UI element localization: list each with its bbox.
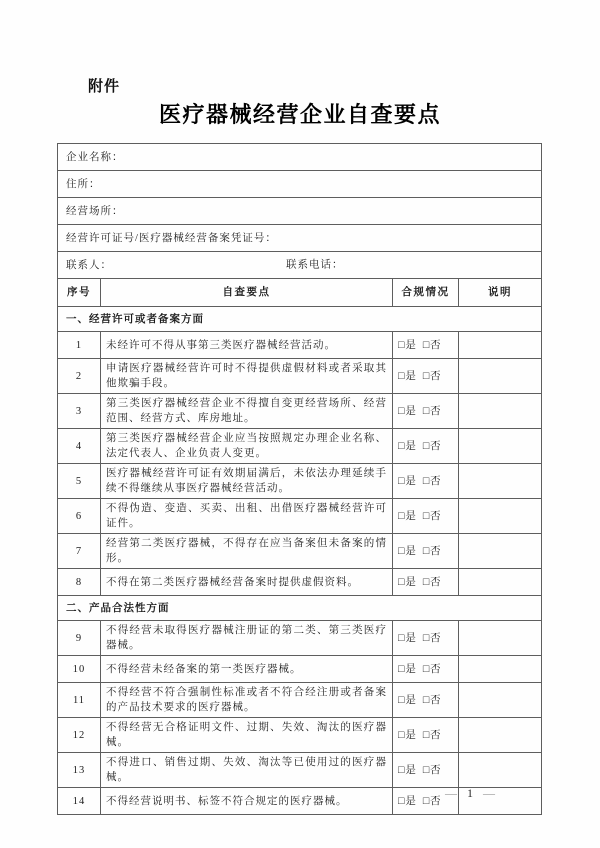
- note-cell: [459, 656, 542, 683]
- item-text-cell: 不得经营说明书、标签不符合规定的医疗器械。: [101, 788, 393, 815]
- item-number-cell: 11: [58, 683, 101, 718]
- no-checkbox-option: □否: [422, 729, 442, 741]
- info-row: [58, 225, 542, 252]
- info-secondary-label: 联系电话：: [286, 259, 344, 271]
- note-cell: [459, 394, 542, 429]
- note-cell: [459, 359, 542, 394]
- info-label-cell: [58, 171, 542, 198]
- checklist-item-row: [58, 683, 542, 718]
- item-text-cell: 第三类医疗器械经营企业应当按照规定办理企业名称、法定代表人、企业负责人变更。: [101, 429, 393, 464]
- page-number: [420, 786, 520, 801]
- item-text-cell: 不得伪造、变造、买卖、出租、出借医疗器械经营许可证件。: [101, 499, 393, 534]
- no-checkbox-option: □否: [422, 370, 442, 382]
- note-cell: [459, 753, 542, 788]
- item-text-cell: 不得经营未经备案的第一类医疗器械。: [101, 656, 393, 683]
- info-label: 企业名称：: [66, 151, 124, 163]
- item-text-cell: 未经许可不得从事第三类医疗器械经营活动。: [101, 332, 393, 359]
- column-header-0: 序号: [58, 279, 101, 307]
- no-checkbox-option: □否: [422, 795, 442, 807]
- compliance-cell: [393, 332, 459, 359]
- section-header-row: [58, 307, 542, 332]
- item-number-cell: 9: [58, 621, 101, 656]
- section-title-cell: 二、产品合法性方面: [58, 596, 542, 621]
- checklist-item-row: [58, 569, 542, 596]
- item-text-cell: 经营第二类医疗器械，不得存在应当备案但未备案的情形。: [101, 534, 393, 569]
- info-label: 住所：: [66, 178, 101, 190]
- yes-checkbox-option: □是: [398, 405, 417, 417]
- info-label: 经营场所：: [66, 205, 124, 217]
- no-checkbox-option: □否: [422, 339, 442, 351]
- no-checkbox-option: □否: [422, 405, 442, 417]
- checklist-item-row: [58, 621, 542, 656]
- self-inspection-table: [57, 143, 542, 815]
- yes-checkbox-option: □是: [398, 694, 417, 706]
- no-checkbox-option: □否: [422, 632, 442, 644]
- info-row: [58, 198, 542, 225]
- note-cell: [459, 683, 542, 718]
- note-cell: [459, 621, 542, 656]
- compliance-cell: [393, 621, 459, 656]
- compliance-cell: [393, 753, 459, 788]
- yes-checkbox-option: □是: [398, 475, 417, 487]
- attachment-label: 附件: [88, 79, 121, 95]
- no-checkbox-option: □否: [422, 475, 442, 487]
- checklist-item-row: [58, 656, 542, 683]
- column-header-1: 自查要点: [101, 279, 393, 307]
- yes-checkbox-option: □是: [398, 370, 417, 382]
- yes-checkbox-option: □是: [398, 545, 417, 557]
- item-number-cell: 2: [58, 359, 101, 394]
- item-text-cell: 不得经营未取得医疗器械注册证的第二类、第三类医疗器械。: [101, 621, 393, 656]
- item-number-cell: 7: [58, 534, 101, 569]
- yes-checkbox-option: □是: [398, 339, 417, 351]
- checklist-item-row: [58, 332, 542, 359]
- note-cell: [459, 429, 542, 464]
- item-text-cell: 申请医疗器械经营许可时不得提供虚假材料或者采取其他欺骗手段。: [101, 359, 393, 394]
- compliance-cell: [393, 534, 459, 569]
- section-title-cell: 一、经营许可或者备案方面: [58, 307, 542, 332]
- form-table-body: [58, 144, 542, 815]
- item-text-cell: 第三类医疗器械经营企业不得擅自变更经营场所、经营范围、经营方式、库房地址。: [101, 394, 393, 429]
- item-number-cell: 1: [58, 332, 101, 359]
- no-checkbox-option: □否: [422, 694, 442, 706]
- section-header-row: [58, 596, 542, 621]
- info-label-cell: [58, 198, 542, 225]
- yes-checkbox-option: □是: [398, 440, 417, 452]
- item-number-cell: 12: [58, 718, 101, 753]
- column-header-2: 合规情况: [393, 279, 459, 307]
- item-text-cell: 不得经营不符合强制性标准或者不符合经注册或者备案的产品技术要求的医疗器械。: [101, 683, 393, 718]
- yes-checkbox-option: □是: [398, 795, 417, 807]
- info-row: [58, 252, 542, 279]
- note-cell: [459, 499, 542, 534]
- yes-checkbox-option: □是: [398, 764, 417, 776]
- no-checkbox-option: □否: [422, 764, 442, 776]
- yes-checkbox-option: □是: [398, 663, 417, 675]
- note-cell: [459, 718, 542, 753]
- no-checkbox-option: □否: [422, 510, 442, 522]
- compliance-cell: [393, 499, 459, 534]
- checklist-item-row: [58, 534, 542, 569]
- checklist-item-row: [58, 464, 542, 499]
- item-number-cell: 8: [58, 569, 101, 596]
- note-cell: [459, 332, 542, 359]
- checklist-item-row: [58, 359, 542, 394]
- page-number-dash: —: [483, 786, 495, 800]
- page-title: 医疗器械经营企业自查要点: [158, 102, 441, 127]
- info-label: 经营许可证号/医疗器械经营备案凭证号：: [66, 232, 277, 244]
- item-number-cell: 6: [58, 499, 101, 534]
- info-row: [58, 171, 542, 198]
- info-label: 联系人：: [66, 259, 112, 271]
- item-number-cell: 13: [58, 753, 101, 788]
- checklist-item-row: [58, 394, 542, 429]
- info-label-cell: [58, 144, 542, 171]
- note-cell: [459, 534, 542, 569]
- compliance-cell: [393, 359, 459, 394]
- item-text-cell: 医疗器械经营许可证有效期届满后，未依法办理延续手续不得继续从事医疗器械经营活动。: [101, 464, 393, 499]
- compliance-cell: [393, 569, 459, 596]
- item-text-cell: 不得在第二类医疗器械经营备案时提供虚假资料。: [101, 569, 393, 596]
- no-checkbox-option: □否: [422, 440, 442, 452]
- table-header-row: [58, 279, 542, 307]
- compliance-cell: [393, 394, 459, 429]
- item-text-cell: 不得进口、销售过期、失效、淘汰等已使用过的医疗器械。: [101, 753, 393, 788]
- yes-checkbox-option: □是: [398, 729, 417, 741]
- note-cell: [459, 464, 542, 499]
- checklist-item-row: [58, 429, 542, 464]
- info-label-cell: [58, 252, 542, 279]
- no-checkbox-option: □否: [422, 576, 442, 588]
- compliance-cell: [393, 656, 459, 683]
- compliance-cell: [393, 429, 459, 464]
- column-header-3: 说明: [459, 279, 542, 307]
- checklist-item-row: [58, 499, 542, 534]
- yes-checkbox-option: □是: [398, 632, 417, 644]
- no-checkbox-option: □否: [422, 663, 442, 675]
- yes-checkbox-option: □是: [398, 510, 417, 522]
- page-number-dash: —: [445, 786, 457, 800]
- item-number-cell: 4: [58, 429, 101, 464]
- compliance-cell: [393, 718, 459, 753]
- item-number-cell: 10: [58, 656, 101, 683]
- compliance-cell: [393, 683, 459, 718]
- item-number-cell: 5: [58, 464, 101, 499]
- info-label-cell: [58, 225, 542, 252]
- compliance-cell: [393, 464, 459, 499]
- info-row: [58, 144, 542, 171]
- yes-checkbox-option: □是: [398, 576, 417, 588]
- no-checkbox-option: □否: [422, 545, 442, 557]
- item-number-cell: 3: [58, 394, 101, 429]
- checklist-item-row: [58, 718, 542, 753]
- item-number-cell: 14: [58, 788, 101, 815]
- page-number-value: 1: [467, 786, 473, 800]
- note-cell: [459, 569, 542, 596]
- checklist-item-row: [58, 753, 542, 788]
- item-text-cell: 不得经营无合格证明文件、过期、失效、淘汰的医疗器械。: [101, 718, 393, 753]
